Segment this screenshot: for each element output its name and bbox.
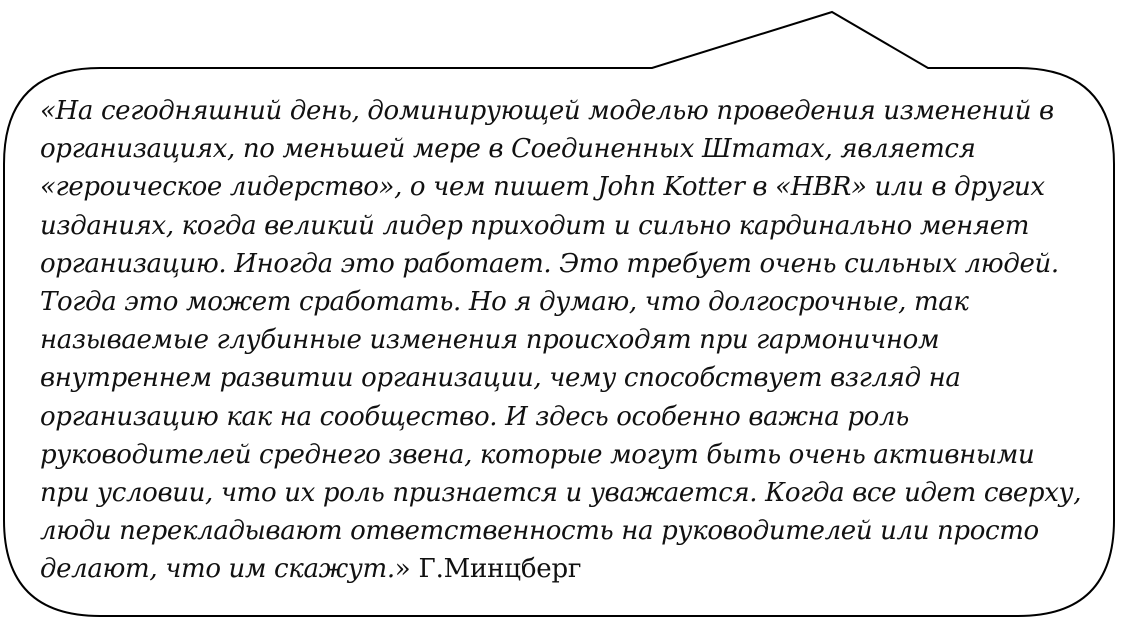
quote-line: внутреннем развитии организации, чему способствует взгляд на <box>40 363 961 394</box>
quote-line: руководителей среднего звена, которые могут быть очень активными <box>40 439 1035 470</box>
quote-line: организацию. Иногда это работает. Это требует очень сильных людей. <box>40 248 1059 279</box>
quote-author: Г.Минцберг <box>410 554 582 585</box>
closing-quote-mark: » <box>394 554 411 585</box>
quote-line: организацию как на сообщество. И здесь особенно важна роль <box>40 401 909 432</box>
quote-block <box>40 92 1100 589</box>
quote-last-line <box>40 550 1100 588</box>
quote-last-line-text: делают, что им скажут. <box>40 554 395 585</box>
quote-line: называемые глубинные изменения происходят при гармоничном <box>40 325 940 356</box>
quote-line: люди перекладывают ответственность на руководителей или просто <box>40 516 1039 547</box>
quote-line: изданиях, когда великий лидер приходит и сильно кардинально меняет <box>40 210 1030 241</box>
quote-line: «героическое лидерство», о чем пишет John Kotter в «HBR» или в других <box>40 172 1045 203</box>
quote-line: при условии, что их роль признается и уважается. Когда все идет сверху, <box>40 478 1082 509</box>
quote-line: Тогда это может сработать. Но я думаю, что долгосрочные, так <box>40 287 969 318</box>
quote-line: организациях, по меньшей мере в Соединенных Штатах, является <box>40 134 976 165</box>
quote-line: «На сегодняшний день, доминирующей моделью проведения изменений в <box>40 96 1054 126</box>
